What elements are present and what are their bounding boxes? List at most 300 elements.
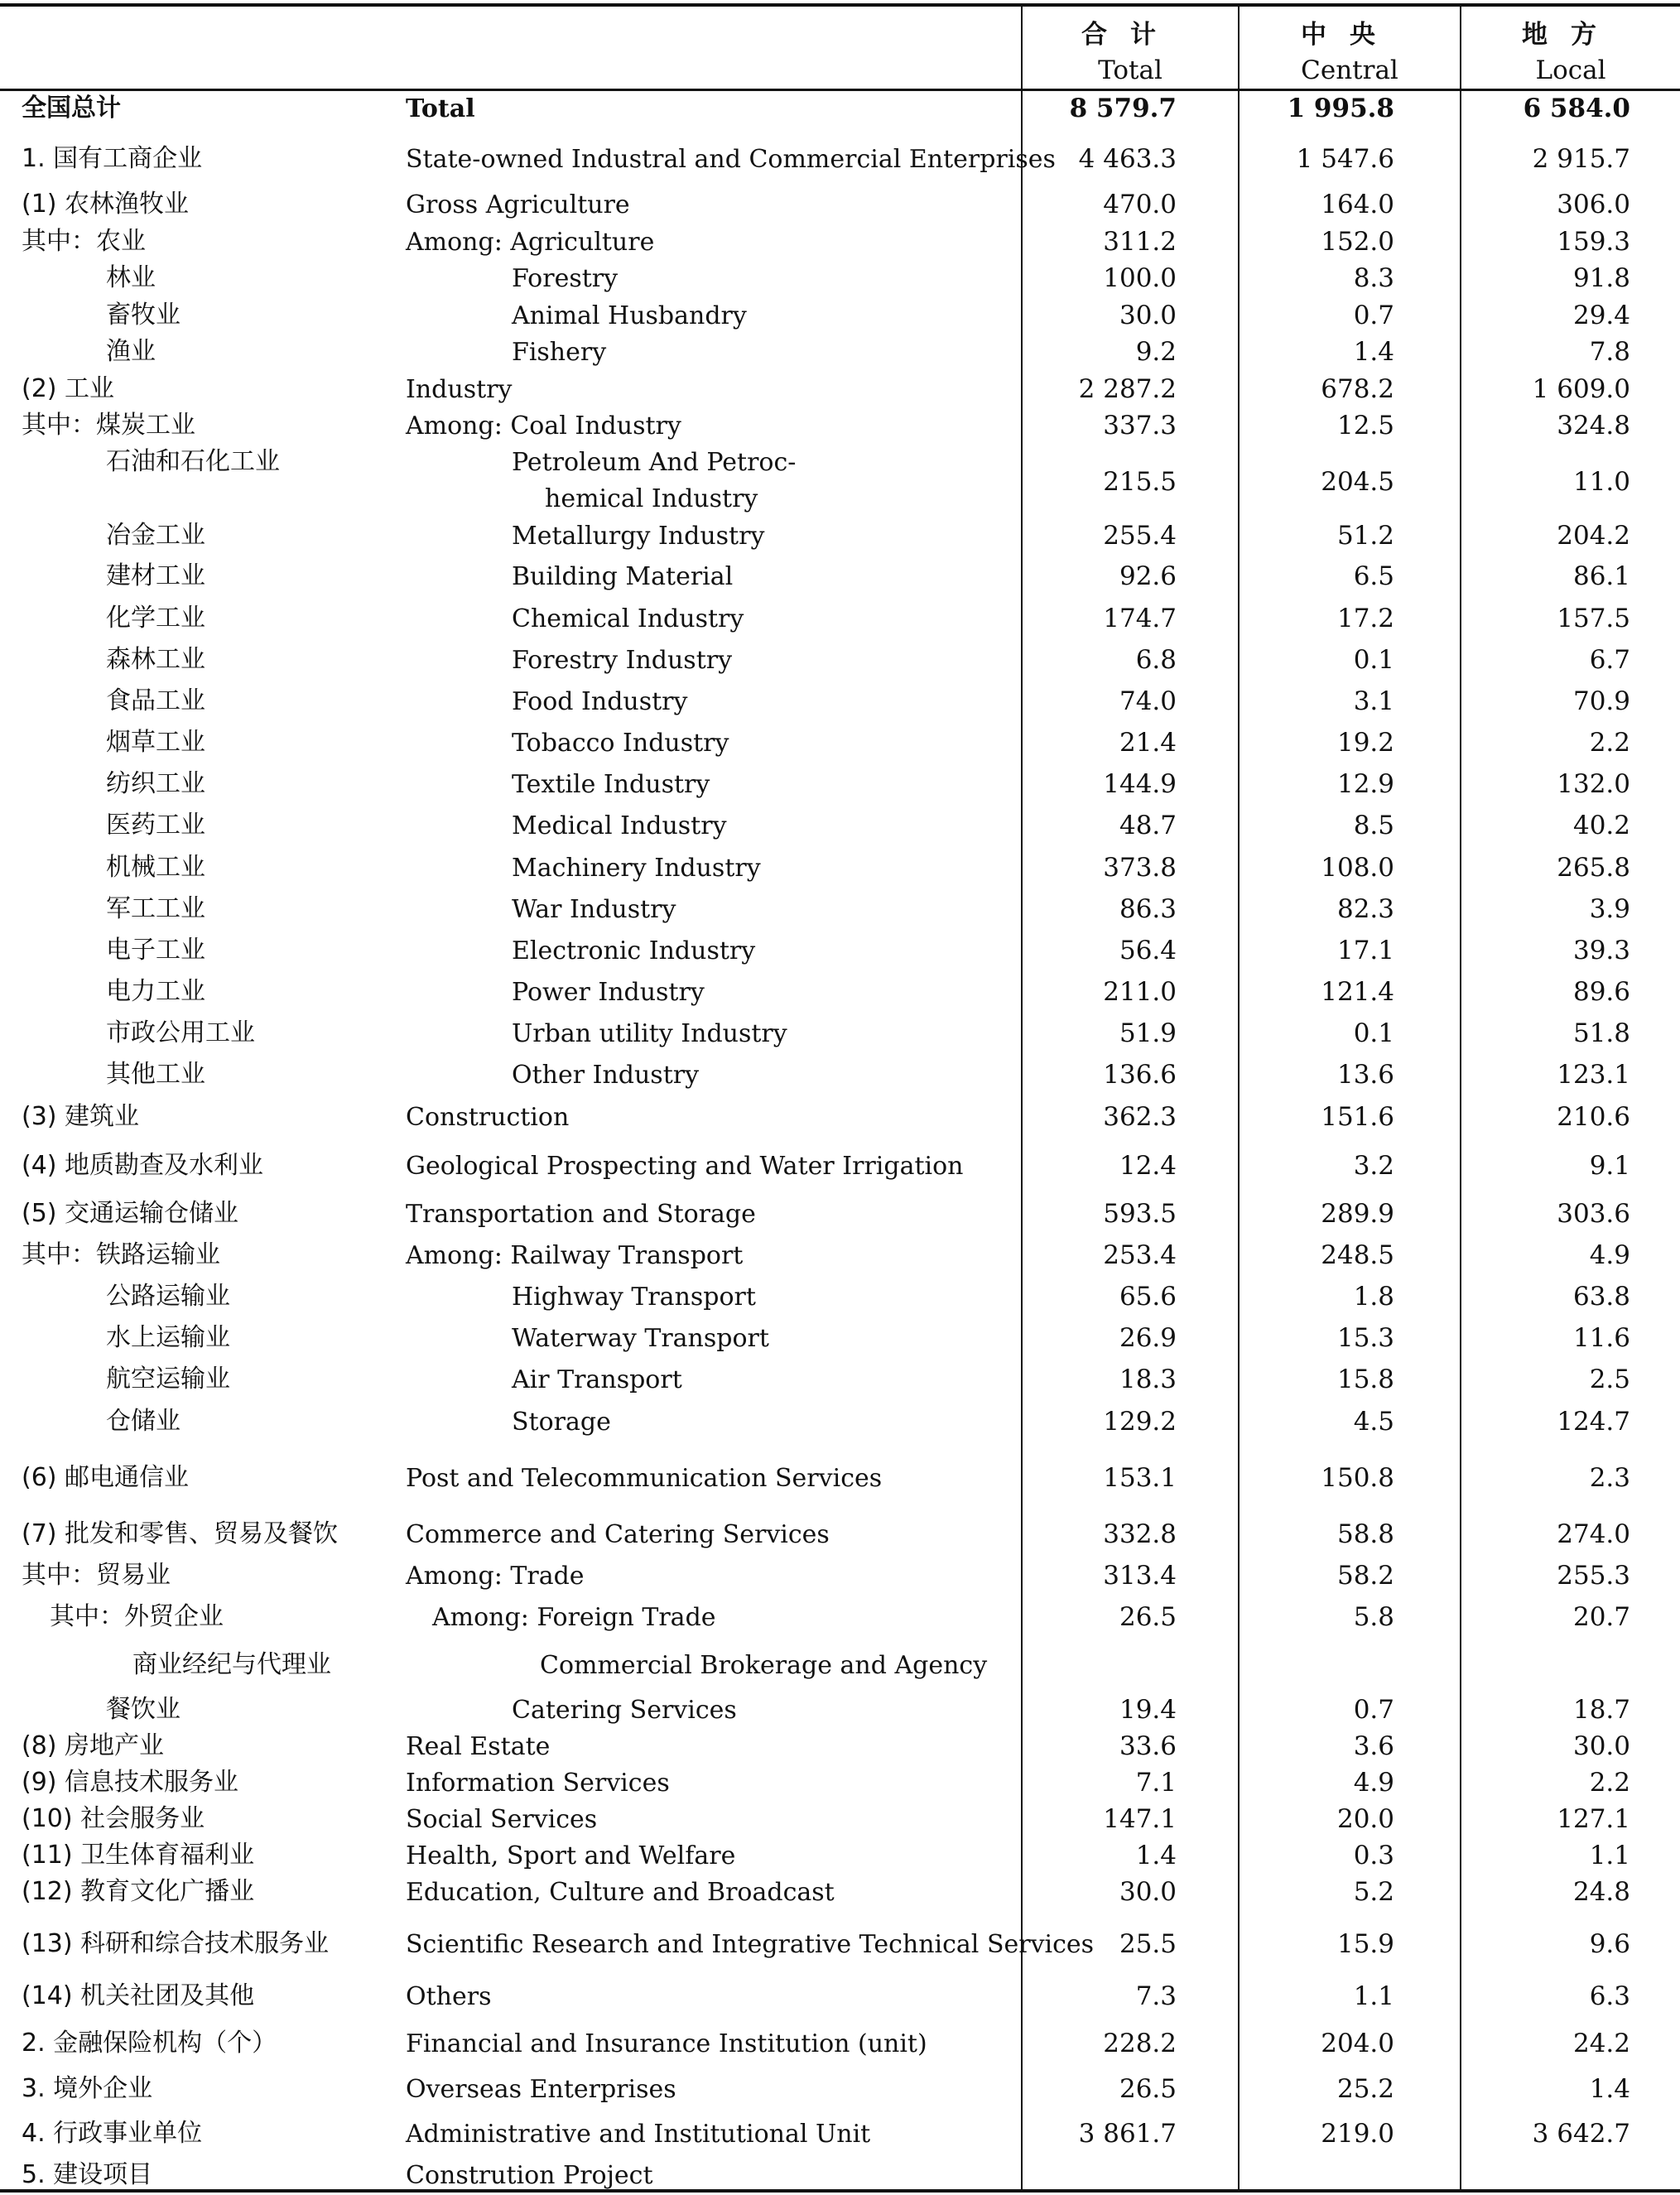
value-local: 24.8 <box>1572 1877 1630 1907</box>
value-local: 70.9 <box>1572 686 1630 716</box>
value-total: 228.2 <box>1103 2029 1177 2058</box>
value-total: 362.3 <box>1103 1102 1177 1132</box>
value-local: 20.7 <box>1572 1602 1630 1632</box>
value-local: 2 915.7 <box>1532 144 1630 174</box>
row-label-en-line: Constrution Project <box>406 2161 653 2190</box>
row-label-zh: 电力工业 <box>106 977 205 1006</box>
row-label-en <box>512 1016 787 1052</box>
row-label-en <box>512 445 796 517</box>
value-local: 18.7 <box>1572 1695 1630 1725</box>
value-local: 24.2 <box>1572 2029 1630 2058</box>
row-label-en <box>512 335 606 371</box>
column-divider <box>1238 5 1240 2191</box>
value-local: 86.1 <box>1572 561 1630 591</box>
value-central: 8.5 <box>1353 811 1394 840</box>
value-central: 1.8 <box>1353 1282 1394 1312</box>
row-label-en-line: State-owned Industral and Commercial Enterprises <box>406 145 1056 174</box>
value-local: 2.5 <box>1589 1365 1630 1394</box>
value-local: 4.9 <box>1589 1240 1630 1270</box>
value-total: 7.3 <box>1135 1981 1177 2011</box>
row-label-zh: 仓储业 <box>106 1407 181 1436</box>
value-total: 1.4 <box>1135 1841 1177 1870</box>
value-central: 19.2 <box>1336 728 1394 758</box>
value-total: 100.0 <box>1103 263 1177 293</box>
row-label-zh: 全国总计 <box>22 94 121 123</box>
value-total: 30.0 <box>1119 301 1177 330</box>
top-rule <box>0 3 1680 7</box>
value-local: 265.8 <box>1557 853 1630 883</box>
value-total: 129.2 <box>1103 1407 1177 1437</box>
value-local: 2.2 <box>1589 728 1630 758</box>
value-central: 108.0 <box>1321 853 1394 883</box>
row-label-en <box>512 975 705 1011</box>
row-label-en-line: Among: Coal Industry <box>406 412 681 440</box>
value-local: 89.6 <box>1572 977 1630 1007</box>
value-central: 58.8 <box>1336 1519 1394 1549</box>
value-local: 124.7 <box>1557 1407 1630 1437</box>
header-local-zh: 地方 <box>1522 20 1620 50</box>
value-local: 51.8 <box>1572 1018 1630 1048</box>
value-central: 248.5 <box>1321 1240 1394 1270</box>
row-label-zh: 航空运输业 <box>106 1365 230 1394</box>
value-local: 1 609.0 <box>1532 374 1630 404</box>
row-label-en <box>406 187 630 224</box>
value-total: 25.5 <box>1119 1929 1177 1959</box>
row-label-zh: (10) 社会服务业 <box>22 1804 205 1833</box>
row-label-en-line: Waterway Transport <box>512 1324 769 1353</box>
row-label-en-line: Machinery Industry <box>512 854 761 883</box>
row-label-en-line: Animal Husbandry <box>512 301 747 330</box>
row-label-en <box>512 643 732 679</box>
row-label-zh: (12) 教育文化广播业 <box>22 1877 255 1906</box>
value-central: 1.4 <box>1353 337 1394 367</box>
row-label-zh: 5. 建设项目 <box>22 2160 153 2189</box>
row-label-en-line: Food Industry <box>512 687 688 716</box>
value-central: 17.2 <box>1336 604 1394 633</box>
row-label-zh: 医药工业 <box>106 811 205 840</box>
value-total: 19.4 <box>1119 1695 1177 1725</box>
column-divider <box>1021 5 1023 2191</box>
row-label-en-line: Geological Prospecting and Water Irrigation <box>406 1152 964 1181</box>
row-label-zh: 森林工业 <box>106 645 205 674</box>
value-central: 0.1 <box>1353 645 1394 675</box>
row-label-en <box>512 850 761 887</box>
value-total: 18.3 <box>1119 1365 1177 1394</box>
value-total: 593.5 <box>1103 1199 1177 1229</box>
value-central: 164.0 <box>1321 190 1394 219</box>
row-label-zh: (3) 建筑业 <box>22 1102 140 1131</box>
row-label-zh: 其中：铁路运输业 <box>22 1240 220 1269</box>
row-label-zh: 3. 境外企业 <box>22 2074 153 2103</box>
value-total: 48.7 <box>1119 811 1177 840</box>
value-total: 211.0 <box>1103 977 1177 1007</box>
row-label-en <box>512 933 755 970</box>
value-central: 204.5 <box>1321 467 1394 497</box>
value-central: 13.6 <box>1336 1060 1394 1090</box>
row-label-en-line: Gross Agriculture <box>406 190 630 219</box>
row-label-zh: 畜牧业 <box>106 301 181 330</box>
row-label-en <box>406 372 512 408</box>
value-central: 3.1 <box>1353 686 1394 716</box>
row-label-en <box>512 725 729 762</box>
value-central: 1 547.6 <box>1296 144 1394 174</box>
value-total: 337.3 <box>1103 411 1177 440</box>
row-label-en <box>512 1321 769 1357</box>
row-label-en <box>512 601 744 638</box>
value-total: 144.9 <box>1103 769 1177 799</box>
value-total: 253.4 <box>1103 1240 1177 1270</box>
row-label-en <box>406 1927 1094 1963</box>
row-label-en-line: Air Transport <box>512 1365 682 1394</box>
row-label-zh: 其中：外贸企业 <box>50 1602 224 1631</box>
value-central: 5.8 <box>1353 1602 1394 1632</box>
row-label-zh: 林业 <box>106 263 156 292</box>
row-label-zh: 1. 国有工商企业 <box>22 144 203 173</box>
row-label-zh: (14) 机关社团及其他 <box>22 1981 255 2010</box>
value-local: 9.6 <box>1589 1929 1630 1959</box>
row-label-en-line: Storage <box>512 1408 611 1437</box>
value-central: 58.2 <box>1336 1561 1394 1591</box>
value-local: 11.6 <box>1572 1323 1630 1353</box>
value-central: 289.9 <box>1321 1199 1394 1229</box>
row-label-en <box>512 1692 737 1729</box>
value-total: 26.9 <box>1119 1323 1177 1353</box>
row-label-en-line: Scientific Research and Integrative Technical Services <box>406 1930 1095 1959</box>
value-central: 219.0 <box>1321 2119 1394 2149</box>
row-label-en-line: Among: Foreign Trade <box>432 1603 716 1632</box>
value-total: 74.0 <box>1119 686 1177 716</box>
row-label-zh: 电子工业 <box>106 936 205 965</box>
row-label-en <box>512 1279 756 1316</box>
value-local: 1.1 <box>1589 1841 1630 1870</box>
value-central: 0.7 <box>1353 1695 1394 1725</box>
row-label-en-line: Transportation and Storage <box>406 1200 756 1229</box>
row-label-en <box>512 298 747 335</box>
value-central: 151.6 <box>1321 1102 1394 1132</box>
value-central: 1 995.8 <box>1287 94 1394 123</box>
row-label-en <box>406 1765 670 1802</box>
row-label-en-line: Commerce and Catering Services <box>406 1520 830 1549</box>
value-central: 3.6 <box>1353 1731 1394 1761</box>
value-total: 147.1 <box>1103 1804 1177 1834</box>
value-total: 92.6 <box>1119 561 1177 591</box>
value-total: 215.5 <box>1103 467 1177 497</box>
value-total: 332.8 <box>1103 1519 1177 1549</box>
row-label-en-line: Total <box>406 94 475 123</box>
value-local: 3 642.7 <box>1532 2119 1630 2149</box>
value-central: 3.2 <box>1353 1151 1394 1181</box>
value-total: 21.4 <box>1119 728 1177 758</box>
value-total: 311.2 <box>1103 227 1177 257</box>
row-label-en-line: Administrative and Institutional Unit <box>406 2120 871 2149</box>
row-label-en-line: Tobacco Industry <box>512 729 729 758</box>
value-local: 159.3 <box>1557 227 1630 257</box>
value-local: 6.7 <box>1589 645 1630 675</box>
row-label-en <box>406 1196 756 1233</box>
value-local: 324.8 <box>1557 411 1630 440</box>
row-label-en-line: Construction <box>406 1103 570 1132</box>
value-total: 33.6 <box>1119 1731 1177 1761</box>
header-total-en: Total <box>1098 55 1163 85</box>
value-total: 136.6 <box>1103 1060 1177 1090</box>
row-label-en-line: Real Estate <box>406 1732 551 1761</box>
row-label-en-line: Fishery <box>512 338 607 367</box>
row-label-en-line: Among: Railway Transport <box>406 1241 744 1270</box>
row-label-en <box>406 1238 743 1274</box>
value-total: 8 579.7 <box>1069 94 1177 123</box>
row-label-en <box>406 2072 676 2108</box>
row-label-en <box>540 1648 987 1684</box>
value-central: 17.1 <box>1336 936 1394 965</box>
row-label-en <box>512 892 676 928</box>
value-central: 4.9 <box>1353 1768 1394 1798</box>
row-label-zh: 市政公用工业 <box>106 1018 255 1047</box>
value-central: 25.2 <box>1336 2074 1394 2104</box>
row-label-en-line: Highway Transport <box>512 1283 756 1312</box>
row-label-en <box>406 1979 491 2015</box>
value-total: 2 287.2 <box>1078 374 1177 404</box>
value-total: 373.8 <box>1103 853 1177 883</box>
value-central: 82.3 <box>1336 894 1394 924</box>
value-total: 86.3 <box>1119 894 1177 924</box>
value-total: 65.6 <box>1119 1282 1177 1312</box>
row-label-en-line: Power Industry <box>512 978 705 1007</box>
value-central: 121.4 <box>1321 977 1394 1007</box>
value-local: 39.3 <box>1572 936 1630 965</box>
row-label-en-line: Petroleum And Petroc- <box>512 448 797 477</box>
row-label-en-line: Metallurgy Industry <box>512 522 765 551</box>
row-label-en-line: Education, Culture and Broadcast <box>406 1878 835 1907</box>
row-label-en <box>406 1802 597 1838</box>
value-local: 6.3 <box>1589 1981 1630 2011</box>
value-total: 30.0 <box>1119 1877 1177 1907</box>
value-local: 7.8 <box>1589 337 1630 367</box>
value-local: 30.0 <box>1572 1731 1630 1761</box>
value-central: 8.3 <box>1353 263 1394 293</box>
row-label-zh: 渔业 <box>106 337 156 366</box>
value-local: 123.1 <box>1557 1060 1630 1090</box>
row-label-en-line: Health, Sport and Welfare <box>406 1841 736 1870</box>
row-label-zh: 水上运输业 <box>106 1323 230 1352</box>
value-total: 9.2 <box>1135 337 1177 367</box>
row-label-en-line: Other Industry <box>512 1061 700 1090</box>
row-label-zh: (11) 卫生体育福利业 <box>22 1841 255 1870</box>
value-central: 15.3 <box>1336 1323 1394 1353</box>
row-label-zh: 商业经纪与代理业 <box>132 1650 331 1679</box>
row-label-en <box>406 224 654 261</box>
value-central: 678.2 <box>1321 374 1394 404</box>
value-central: 204.0 <box>1321 2029 1394 2058</box>
row-label-zh: 其中：贸易业 <box>22 1561 171 1590</box>
value-total: 470.0 <box>1103 190 1177 219</box>
value-central: 150.8 <box>1321 1463 1394 1493</box>
row-label-en-line: Information Services <box>406 1769 670 1798</box>
value-local: 2.3 <box>1589 1463 1630 1493</box>
row-label-zh: 石油和石化工业 <box>106 447 280 476</box>
row-label-en <box>512 261 618 297</box>
value-total: 12.4 <box>1119 1151 1177 1181</box>
value-total: 255.4 <box>1103 521 1177 551</box>
value-local: 204.2 <box>1557 521 1630 551</box>
row-label-zh: 食品工业 <box>106 686 205 715</box>
value-local: 132.0 <box>1557 769 1630 799</box>
row-label-zh: 公路运输业 <box>106 1282 230 1311</box>
header-central <box>1240 8 1460 88</box>
value-central: 20.0 <box>1336 1804 1394 1834</box>
header-central-en: Central <box>1301 55 1398 85</box>
row-label-en <box>406 2116 870 2153</box>
row-label-en-line: Among: Agriculture <box>406 228 655 257</box>
value-total: 6.8 <box>1135 645 1177 675</box>
value-total: 51.9 <box>1119 1018 1177 1048</box>
row-label-en-line: Textile Industry <box>512 770 710 799</box>
row-label-zh: (1) 农林渔牧业 <box>22 190 190 219</box>
value-central: 152.0 <box>1321 227 1394 257</box>
value-local: 63.8 <box>1572 1282 1630 1312</box>
row-label-en-line: Overseas Enterprises <box>406 2075 676 2104</box>
value-central: 15.8 <box>1336 1365 1394 1394</box>
row-label-en-line: hemical Industry <box>545 484 758 513</box>
row-label-en-line: Urban utility Industry <box>512 1019 787 1048</box>
value-local: 127.1 <box>1557 1804 1630 1834</box>
row-label-zh: 2. 金融保险机构（个） <box>22 2029 277 2058</box>
value-local: 303.6 <box>1557 1199 1630 1229</box>
value-local: 11.0 <box>1572 467 1630 497</box>
value-total: 174.7 <box>1103 604 1177 633</box>
value-central: 0.3 <box>1353 1841 1394 1870</box>
row-label-en <box>512 684 687 720</box>
value-total: 3 861.7 <box>1078 2119 1177 2149</box>
value-central: 12.5 <box>1336 411 1394 440</box>
row-label-en <box>512 559 733 595</box>
row-label-zh: 其他工业 <box>106 1060 205 1089</box>
row-label-zh: 化学工业 <box>106 604 205 633</box>
row-label-en-line: Catering Services <box>512 1696 737 1725</box>
row-label-en <box>512 518 764 555</box>
value-total: 26.5 <box>1119 2074 1177 2104</box>
row-label-zh: 其中：煤炭工业 <box>22 411 195 440</box>
row-label-zh: 纺织工业 <box>106 769 205 798</box>
row-label-zh: 4. 行政事业单位 <box>22 2119 203 2148</box>
value-central: 5.2 <box>1353 1877 1394 1907</box>
row-label-en <box>512 1057 699 1094</box>
value-central: 1.1 <box>1353 1981 1394 2011</box>
header-total <box>1023 8 1238 88</box>
row-label-zh: (9) 信息技术服务业 <box>22 1768 239 1797</box>
row-label-en <box>406 1148 964 1185</box>
row-label-zh: 餐饮业 <box>106 1695 181 1724</box>
row-label-en <box>406 1729 550 1765</box>
row-label-en <box>406 1558 585 1595</box>
row-label-zh: (6) 邮电通信业 <box>22 1463 190 1492</box>
row-label-en-line: Medical Industry <box>512 811 727 840</box>
row-label-zh: 机械工业 <box>106 853 205 882</box>
value-total: 7.1 <box>1135 1768 1177 1798</box>
row-label-en <box>432 1600 716 1636</box>
value-local: 9.1 <box>1589 1151 1630 1181</box>
row-label-en <box>512 1362 682 1398</box>
row-label-en-line: Commercial Brokerage and Agency <box>540 1651 988 1680</box>
value-total: 56.4 <box>1119 936 1177 965</box>
row-label-en-line: War Industry <box>512 895 676 924</box>
row-label-en <box>406 1838 735 1875</box>
row-label-zh: (2) 工业 <box>22 374 115 403</box>
row-label-zh: (5) 交通运输仓储业 <box>22 1199 239 1228</box>
row-label-en-line: Others <box>406 1982 492 2011</box>
row-label-en-line: Chemical Industry <box>512 604 744 633</box>
value-local: 306.0 <box>1557 190 1630 219</box>
value-local: 274.0 <box>1557 1519 1630 1549</box>
header-local <box>1461 8 1680 88</box>
row-label-zh: 冶金工业 <box>106 521 205 550</box>
row-label-en-line: Forestry Industry <box>512 646 733 675</box>
header-central-zh: 中央 <box>1301 20 1398 50</box>
row-label-en <box>406 1875 835 1911</box>
value-central: 0.7 <box>1353 301 1394 330</box>
value-local: 91.8 <box>1572 263 1630 293</box>
value-total: 313.4 <box>1103 1561 1177 1591</box>
row-label-en-line: Electronic Industry <box>512 936 756 965</box>
value-total: 153.1 <box>1103 1463 1177 1493</box>
value-local: 2.2 <box>1589 1768 1630 1798</box>
row-label-en <box>406 408 681 445</box>
value-local: 157.5 <box>1557 604 1630 633</box>
row-label-zh: (8) 房地产业 <box>22 1731 165 1760</box>
row-label-en <box>406 2026 927 2063</box>
header-local-en: Local <box>1535 55 1606 85</box>
row-label-zh: 其中：农业 <box>22 227 146 256</box>
row-label-en <box>406 91 475 128</box>
row-label-en <box>512 767 710 803</box>
row-label-en <box>512 1404 611 1441</box>
header-rule <box>0 89 1680 91</box>
row-label-en-line: Financial and Insurance Institution (unit) <box>406 2029 927 2058</box>
header-total-zh: 合计 <box>1081 20 1179 50</box>
value-central: 6.5 <box>1353 561 1394 591</box>
value-local: 40.2 <box>1572 811 1630 840</box>
row-label-zh: 建材工业 <box>106 561 205 590</box>
value-central: 15.9 <box>1336 1929 1394 1959</box>
value-local: 3.9 <box>1589 894 1630 924</box>
row-label-zh: 军工工业 <box>106 894 205 923</box>
row-label-zh: 烟草工业 <box>106 728 205 757</box>
row-label-en <box>406 142 1056 178</box>
row-label-zh: (4) 地质勘查及水利业 <box>22 1151 264 1180</box>
value-central: 4.5 <box>1353 1407 1394 1437</box>
row-label-en-line: Post and Telecommunication Services <box>406 1464 883 1493</box>
row-label-en <box>406 1100 569 1136</box>
row-label-en-line: Industry <box>406 375 513 404</box>
value-local: 6 584.0 <box>1523 94 1630 123</box>
row-label-en-line: Social Services <box>406 1805 598 1834</box>
value-local: 210.6 <box>1557 1102 1630 1132</box>
value-local: 1.4 <box>1589 2074 1630 2104</box>
value-total: 26.5 <box>1119 1602 1177 1632</box>
value-local: 255.3 <box>1557 1561 1630 1591</box>
bottom-rule <box>0 2189 1680 2193</box>
row-label-zh: (13) 科研和综合技术服务业 <box>22 1929 330 1958</box>
value-local: 29.4 <box>1572 301 1630 330</box>
column-divider <box>1460 5 1461 2191</box>
row-label-en-line: Forestry <box>512 264 619 293</box>
value-central: 12.9 <box>1336 769 1394 799</box>
value-central: 51.2 <box>1336 521 1394 551</box>
row-label-en <box>406 1517 830 1553</box>
row-label-en-line: Building Material <box>512 562 734 591</box>
row-label-en-line: Among: Trade <box>406 1562 585 1591</box>
value-total: 4 463.3 <box>1078 144 1177 174</box>
value-central: 0.1 <box>1353 1018 1394 1048</box>
